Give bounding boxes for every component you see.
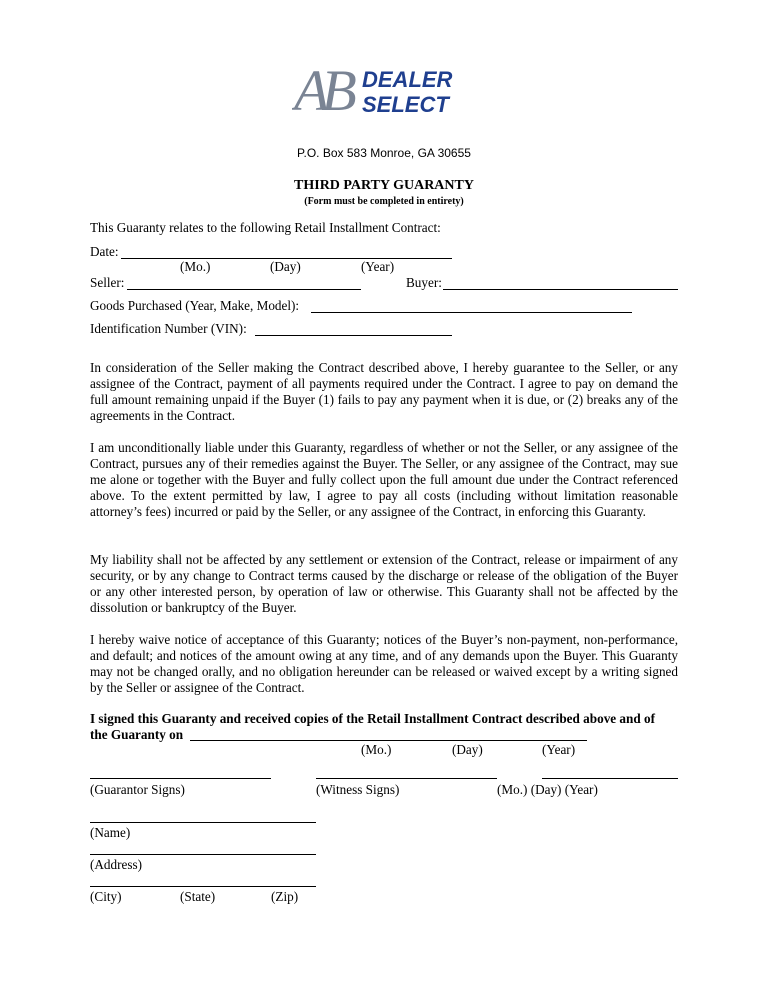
guaranty-date-year-label: (Year) (542, 742, 576, 757)
goods-label: Goods Purchased (Year, Make, Model): (90, 298, 300, 313)
date-label: Date: (90, 244, 119, 259)
buyer-field[interactable] (443, 289, 678, 290)
page-title: THIRD PARTY GUARANTY (294, 178, 474, 193)
dealer-select-logo (292, 60, 472, 118)
svg-text:AB: AB (294, 60, 349, 118)
company-address: P.O. Box 583 Monroe, GA 30655 (297, 146, 471, 160)
date-day-label: (Day) (270, 259, 301, 274)
guarantor-signature-line[interactable] (90, 778, 271, 779)
name-line[interactable] (90, 822, 316, 823)
city-state-zip-line[interactable] (90, 886, 316, 887)
guarantor-signs-label: (Guarantor Signs) (90, 782, 185, 797)
vin-label: Identification Number (VIN): (90, 321, 247, 336)
date-mo-label: (Mo.) (180, 259, 211, 274)
address-label: (Address) (90, 857, 143, 872)
vin-field[interactable] (255, 335, 452, 336)
witness-signs-label: (Witness Signs) (316, 782, 400, 797)
signature-statement-line1: I signed this Guaranty and received copies of the Retail Installment Contract described above and of (90, 711, 655, 726)
state-label: (State) (180, 889, 216, 904)
name-label: (Name) (90, 825, 131, 840)
seller-field[interactable] (127, 289, 361, 290)
address-line[interactable] (90, 854, 316, 855)
guaranty-date-field[interactable] (190, 740, 587, 741)
logo-select-text: SELECT (362, 92, 449, 117)
signature-date-line[interactable] (542, 778, 678, 779)
guaranty-date-mo-label: (Mo.) (361, 742, 392, 757)
witness-signature-line[interactable] (316, 778, 497, 779)
paragraph-liability: I am unconditionally liable under this Guaranty, regardless of whether or not the Seller, or any assignee of the Contract, pursues any of their remedies against the Buyer. The Seller, or any assignee of the Contract, may sue me alone or together with the Buyer and fully collect upon the full amount due under the Contract referenced above. To the extent permitted by law, I agree to pay all costs (including without limitation reasonable attorney’s fees) incurred or paid by the Seller, or any assignee of the Contract, in enforcing this Guaranty. (90, 440, 678, 519)
city-label: (City) (90, 889, 122, 904)
signature-date-label: (Mo.) (Day) (Year) (497, 782, 598, 797)
page-subtitle: (Form must be completed in entirety) (304, 196, 464, 207)
zip-label: (Zip) (271, 889, 299, 904)
guaranty-date-day-label: (Day) (452, 742, 483, 757)
goods-field[interactable] (311, 312, 632, 313)
intro-text: This Guaranty relates to the following Retail Installment Contract: (90, 220, 441, 235)
date-year-label: (Year) (361, 259, 395, 274)
logo-dealer-text: DEALER (362, 67, 453, 92)
buyer-label: Buyer: (406, 275, 442, 290)
paragraph-waiver: I hereby waive notice of acceptance of this Guaranty; notices of the Buyer’s non-payment, non-performance, and default; and notices of the amount owing at any time, and of any demands upon the Buyer. This Guaranty may not be changed orally, and no obligation hereunder can be released or waived except by a writing signed by the Seller or assignee of the Contract. (90, 632, 678, 695)
paragraph-settlement: My liability shall not be affected by any settlement or extension of the Contract, release or impairment of any security, or by any change to Contract terms caused by the discharge or release of the obligation of the Buyer or any other interested person, by operation of law or otherwise. This Guaranty shall not be affected by the dissolution or bankruptcy of the Buyer. (90, 552, 678, 615)
signature-statement-line2: the Guaranty on (90, 727, 184, 742)
seller-label: Seller: (90, 275, 125, 290)
paragraph-consideration: In consideration of the Seller making the Contract described above, I hereby guarantee to the Seller, or any assignee of the Contract, payment of all payments required under the Contract. I agree to pay on demand the full amount remaining unpaid if the Buyer (1) fails to pay any payment when it is due, or (2) breaks any of the agreements in the Contract. (90, 360, 678, 423)
